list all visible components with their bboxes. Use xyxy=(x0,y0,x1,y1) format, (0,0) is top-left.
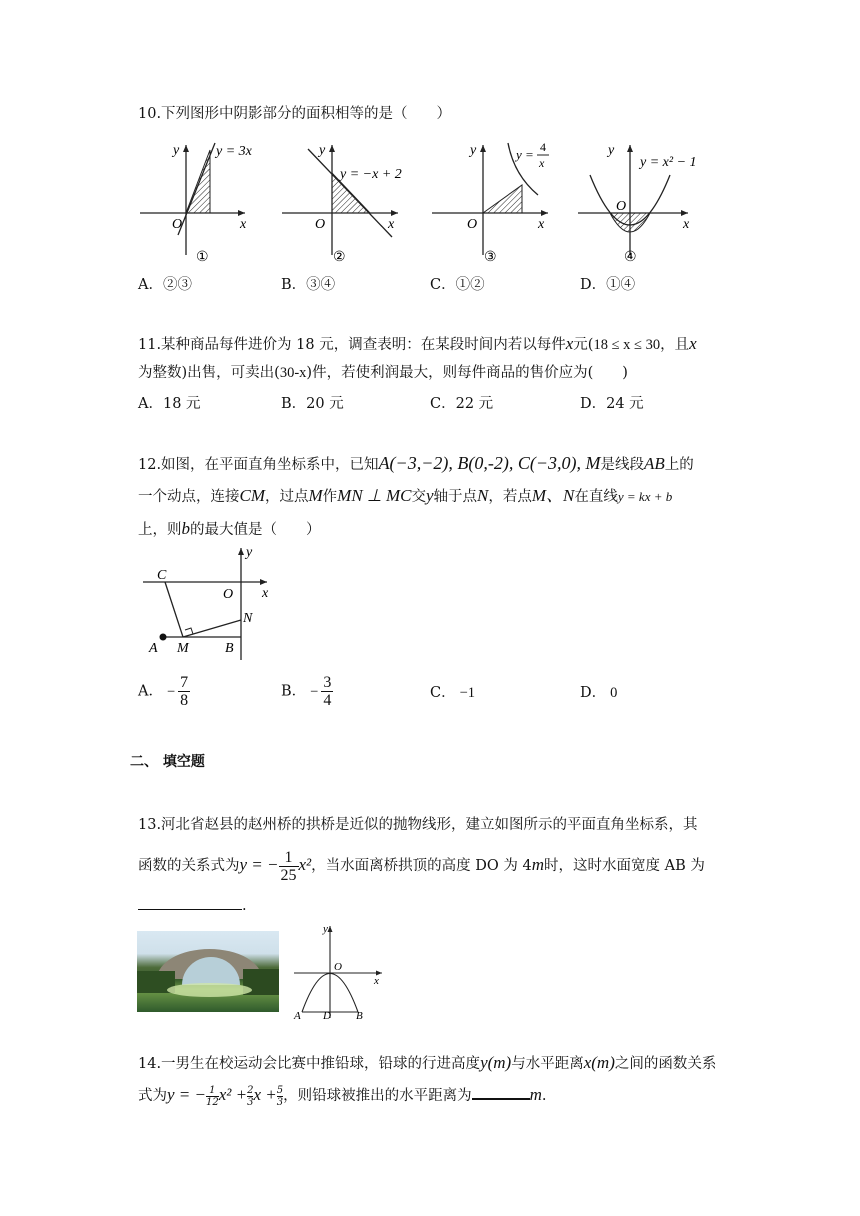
graph-1 xyxy=(140,143,253,265)
q11-option-a[interactable]: A．18 元 xyxy=(138,396,201,412)
g3-o: O xyxy=(467,217,478,232)
g1-y: y xyxy=(173,143,180,158)
q10-option-c[interactable]: C．①② xyxy=(430,277,485,293)
q13-figure xyxy=(290,920,390,1020)
g2-y: y xyxy=(319,143,326,158)
q10-option-a[interactable]: A．②③ xyxy=(138,277,192,293)
g2-func: y = −x + 2 xyxy=(340,167,402,182)
q14-line1: 14.一男生在校运动会比赛中推铅球，铅球的行进高度y(m)与水平距离x(m)之间的函数关系 xyxy=(138,1053,717,1072)
q13-fig-x: x xyxy=(374,975,379,987)
q13-fig-a: A xyxy=(294,1010,301,1020)
bridge-photo xyxy=(137,931,279,1012)
graph-2 xyxy=(282,143,402,265)
q12-fig-a: A xyxy=(149,641,158,656)
q11-option-b[interactable]: B．20 元 xyxy=(281,396,344,412)
g4-o: O xyxy=(616,199,627,214)
q11-option-c[interactable]: C．22 元 xyxy=(430,396,494,412)
g2-tag: ② xyxy=(333,250,346,265)
q14-answer-blank[interactable] xyxy=(472,1098,530,1100)
q13-fig-o: O xyxy=(334,961,342,973)
q13-line1: 13.河北省赵县的赵州桥的拱桥是近似的抛物线形，建立如图所示的平面直角坐标系，其 xyxy=(138,817,698,833)
q11-line1: 11.某种商品每件进价为 18 元，调查表明：在某段时间内若以每件x元(18 ≤ x ≤ 30，且x xyxy=(138,334,697,353)
g2-x: x xyxy=(388,217,395,232)
q14-line2: 式为y = − $\frac{1}{12}$ x² + $\frac{2}{3}$ x + $\frac{5}{3}$ ，则铅球被推出的水平距离为 m. xyxy=(138,1084,547,1108)
g1-o: O xyxy=(172,217,183,232)
g1-x: x xyxy=(240,217,247,232)
g1-func: y = 3x xyxy=(216,144,252,159)
q12-fig-x: x xyxy=(262,586,269,601)
q12-fig-c: C xyxy=(157,568,167,583)
g3-func-lhs: y = xyxy=(516,147,534,162)
q12-option-a[interactable]: A． − $\frac{7}{8}$ xyxy=(138,674,189,709)
q12-fig-m: M xyxy=(177,641,189,656)
graph-3 xyxy=(432,140,549,265)
q12-line1: 12.如图，在平面直角坐标系中，已知A(−3,−2), B(0,-2), C(−3,0), M是线段AB上的 xyxy=(138,453,694,473)
g3-tag: ③ xyxy=(484,250,497,265)
g4-x: x xyxy=(683,217,690,232)
q10-option-b[interactable]: B．③④ xyxy=(281,277,336,293)
g4-tag: ④ xyxy=(624,250,637,265)
g3-x: x xyxy=(538,217,545,232)
q10-stem: 10.下列图形中阴影部分的面积相等的是（ ） xyxy=(138,106,452,122)
q13-fig-b: B xyxy=(356,1010,363,1020)
g4-y: y xyxy=(608,143,615,158)
q13-answer-line[interactable]: . xyxy=(138,896,247,916)
g3-y: y xyxy=(470,143,477,158)
q12-figure xyxy=(135,542,280,662)
q10-figures xyxy=(130,135,700,270)
g4-func: y = x² − 1 xyxy=(640,155,697,170)
g3-func-den: x xyxy=(539,156,545,170)
q12-fig-o: O xyxy=(223,587,234,602)
q13-fig-d: D xyxy=(323,1010,331,1020)
q12-fig-n: N xyxy=(243,611,253,626)
q13-fig-y: y xyxy=(323,923,328,935)
q12-fig-y: y xyxy=(246,545,253,560)
g3-func-num: 4 xyxy=(540,140,546,154)
section-fill-in-title: 二、 填空题 xyxy=(130,754,205,770)
g2-o: O xyxy=(315,217,326,232)
q11-option-d[interactable]: D．24 元 xyxy=(580,396,644,412)
q13-line2: 函数的关系式为y = − $\frac{1}{25}$ x²，当水面离桥拱顶的高度 DO 为 4m时，这时水面宽度 AB 为 xyxy=(138,848,705,884)
g1-tag: ① xyxy=(196,250,209,265)
q12-fig-b: B xyxy=(225,641,234,656)
q10-option-d[interactable]: D．①④ xyxy=(580,277,636,293)
q11-line2: 为整数)出售，可卖出(30-x)件，若使利润最大，则每件商品的售价应为( ) xyxy=(138,365,628,381)
q12-option-c[interactable]: C． −1 xyxy=(430,685,476,701)
q12-line3: 上，则b的最大值是（ ） xyxy=(138,519,321,538)
q12-option-d[interactable]: D． 0 xyxy=(580,685,618,701)
q12-line2: 一个动点，连接CM，过点M作MN ⊥ MC交y轴于点N，若点M、N在直线y = kx + b xyxy=(138,486,673,505)
q12-option-b[interactable]: B． − $\frac{3}{4}$ xyxy=(281,674,332,709)
graph-4 xyxy=(578,143,697,265)
